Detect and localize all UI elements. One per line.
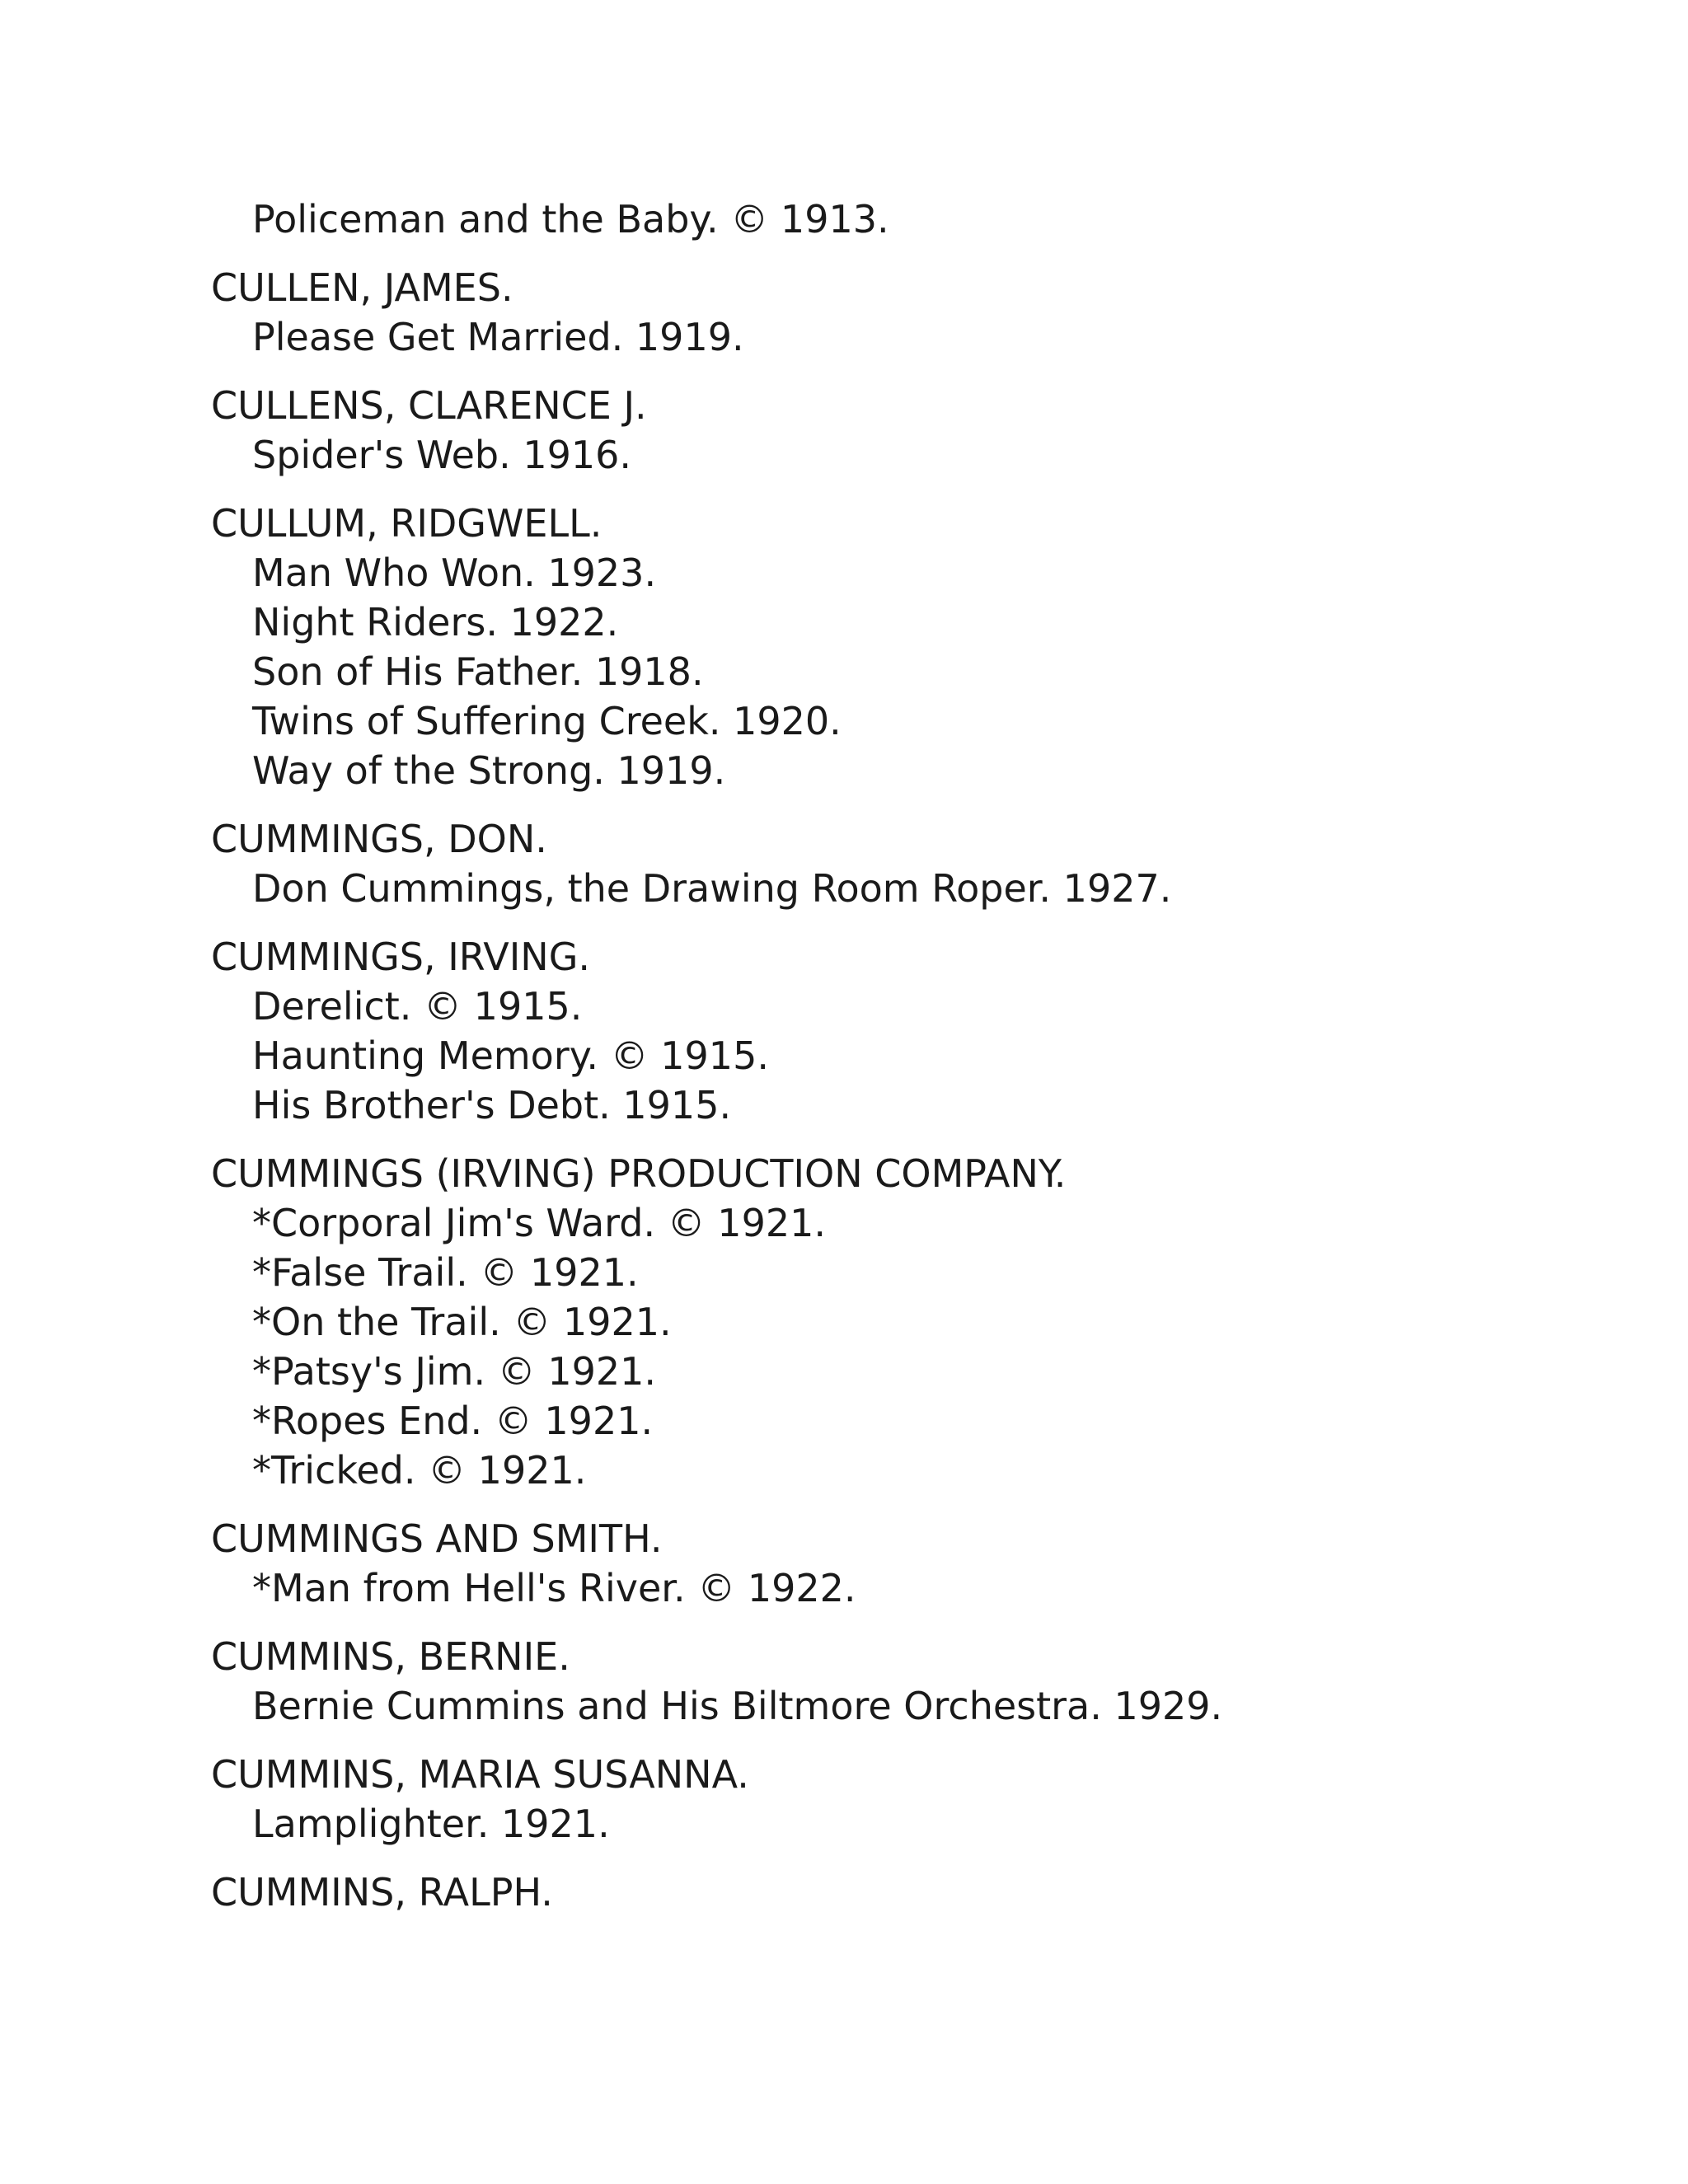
work-title: Man Who Won. 1923. — [252, 551, 657, 595]
index-entry — [211, 1632, 1612, 1731]
entry-heading: CULLEN, JAMES. — [211, 265, 513, 310]
work-title: Bernie Cummins and His Biltmore Orchestra. 1929. — [252, 1684, 1223, 1728]
continuation-entry — [211, 194, 1612, 244]
work-title: Way of the Strong. 1919. — [252, 748, 726, 793]
work-title: Night Riders. 1922. — [252, 600, 619, 644]
work-title: Twins of Suffering Creek. 1920. — [252, 699, 842, 743]
entry-heading: CUMMINGS (IRVING) PRODUCTION COMPANY. — [211, 1151, 1067, 1196]
work-title: Don Cummings, the Drawing Room Roper. 1927. — [252, 866, 1172, 911]
work-title: His Brother's Debt. 1915. — [252, 1083, 732, 1127]
entry-heading: CUMMINS, RALPH. — [211, 1870, 553, 1915]
index-entry — [211, 814, 1612, 913]
entry-heading: CUMMINGS, IRVING. — [211, 935, 590, 979]
index-entry — [211, 1149, 1612, 1495]
work-title: *Ropes End. © 1921. — [252, 1399, 654, 1443]
work-title: *False Trail. © 1921. — [252, 1250, 639, 1295]
work-title: Derelict. © 1915. — [252, 984, 583, 1029]
index-entry — [211, 1514, 1612, 1613]
index-entry — [211, 1868, 1612, 1917]
index-listing — [211, 194, 1612, 1936]
index-entry — [211, 932, 1612, 1130]
index-entry — [211, 381, 1612, 480]
work-title: Policeman and the Baby. © 1913. — [252, 197, 889, 241]
entry-heading: CUMMINGS AND SMITH. — [211, 1516, 663, 1561]
entry-heading: CUMMINGS, DON. — [211, 817, 547, 861]
work-title: Spider's Web. 1916. — [252, 433, 632, 477]
work-title: *Corporal Jim's Ward. © 1921. — [252, 1201, 826, 1245]
work-title: *Man from Hell's River. © 1922. — [252, 1566, 856, 1610]
entry-heading: CUMMINS, BERNIE. — [211, 1634, 570, 1679]
entry-heading: CULLUM, RIDGWELL. — [211, 501, 603, 546]
work-title: *Patsy's Jim. © 1921. — [252, 1349, 657, 1394]
work-title: Lamplighter. 1921. — [252, 1802, 610, 1846]
work-title: Haunting Memory. © 1915. — [252, 1033, 769, 1078]
entry-heading: CULLENS, CLARENCE J. — [211, 383, 647, 428]
index-entry — [211, 1750, 1612, 1849]
work-title: Please Get Married. 1919. — [252, 315, 744, 359]
index-entry — [211, 499, 1612, 795]
entry-heading: CUMMINS, MARIA SUSANNA. — [211, 1752, 749, 1797]
work-title: *Tricked. © 1921. — [252, 1448, 587, 1493]
index-entry — [211, 263, 1612, 362]
work-title: Son of His Father. 1918. — [252, 649, 704, 694]
work-title: *On the Trail. © 1921. — [252, 1300, 672, 1344]
